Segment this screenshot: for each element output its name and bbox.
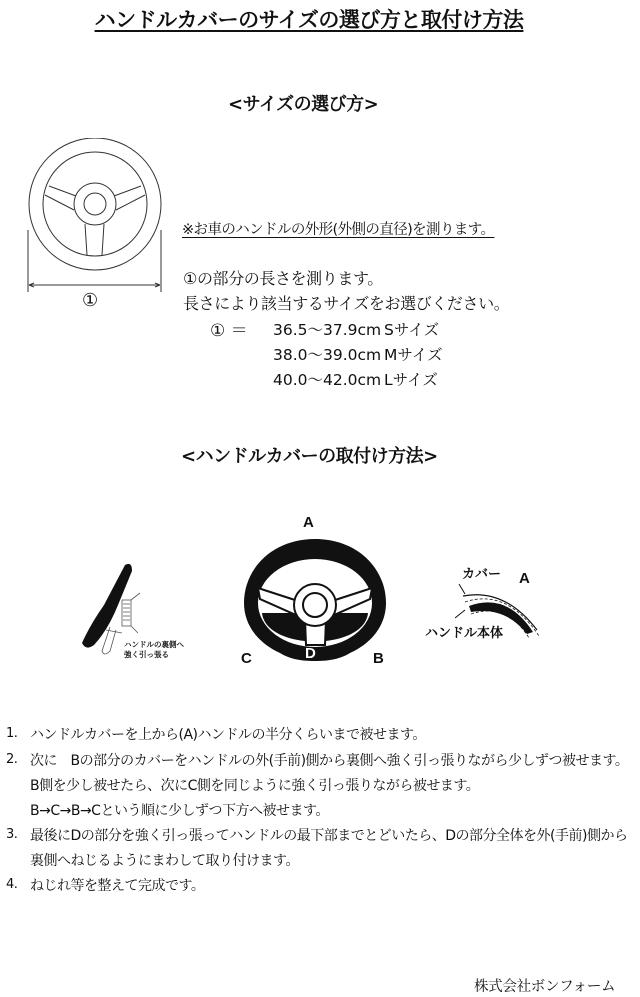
- size-range-m: 38.0〜39.0cm: [273, 346, 382, 364]
- wheel-label-d: D: [305, 645, 316, 662]
- install-section-heading: <ハンドルカバーの取付け方法>: [181, 446, 438, 467]
- step-2-number: 2.: [6, 752, 18, 767]
- size-section-heading: <サイズの選び方>: [228, 94, 379, 115]
- step-4-text: ねじれ等を整えて完成です。: [30, 878, 205, 894]
- equation-label: ① ＝: [210, 321, 248, 341]
- document-title: ハンドルカバーのサイズの選び方と取付け方法: [94, 8, 524, 32]
- cross-section-label-wheel: ハンドル本体: [425, 625, 504, 640]
- cross-section-label-a: A: [519, 570, 530, 587]
- wheel-label-a: A: [303, 514, 314, 531]
- instruction-measure: ①の部分の長さを測ります。: [183, 269, 383, 288]
- pull-caption-line2: 強く引っ張る: [124, 650, 169, 659]
- step-1-number: 1.: [6, 726, 18, 741]
- wheel-label-b: B: [373, 650, 384, 667]
- company-name: 株式会社ボンフォーム: [474, 979, 616, 995]
- pull-caption-line1: ハンドルの裏側へ: [124, 640, 184, 649]
- size-name-m: Mサイズ: [384, 346, 443, 364]
- step-3-number: 3.: [6, 827, 18, 842]
- wheel-label-c: C: [241, 650, 252, 667]
- size-name-l: Lサイズ: [384, 371, 438, 389]
- size-name-s: Sサイズ: [384, 321, 440, 339]
- size-range-s: 36.5〜37.9cm: [273, 321, 382, 339]
- cross-section-label-cover: カバー: [462, 566, 502, 581]
- step-3-text-line2: 裏側へねじるようにまわして取り付けます。: [30, 853, 299, 869]
- measurement-note: ※お車のハンドルの外形(外側の直径)を測ります。: [182, 222, 495, 238]
- step-3-text-line1: 最後にDの部分を強く引っ張ってハンドルの最下部までとどいたら、Dの部分全体を外(手前)側から: [30, 828, 628, 844]
- diameter-label: ①: [82, 290, 99, 311]
- step-2-text-line2: B側を少し被せたら、次にC側を同じように強く引っ張りながら被せます。: [30, 778, 480, 794]
- steering-wheel-dimension-diagram: [20, 138, 180, 298]
- step-2-text-line1: 次に Bの部分のカバーをハンドルの外(手前)側から裏側へ強く引っ張りながら少しずつ被せます。: [30, 753, 629, 769]
- step-1-text: ハンドルカバーを上から(A)ハンドルの半分くらいまで被せます。: [30, 727, 426, 743]
- step-2-text-line3: B→C→B→Cという順に少しずつ下方へ被せます。: [30, 803, 329, 819]
- size-range-l: 40.0〜42.0cm: [273, 371, 382, 389]
- instruction-select: 長さにより該当するサイズをお選びください。: [183, 294, 510, 313]
- step-4-number: 4.: [6, 877, 18, 892]
